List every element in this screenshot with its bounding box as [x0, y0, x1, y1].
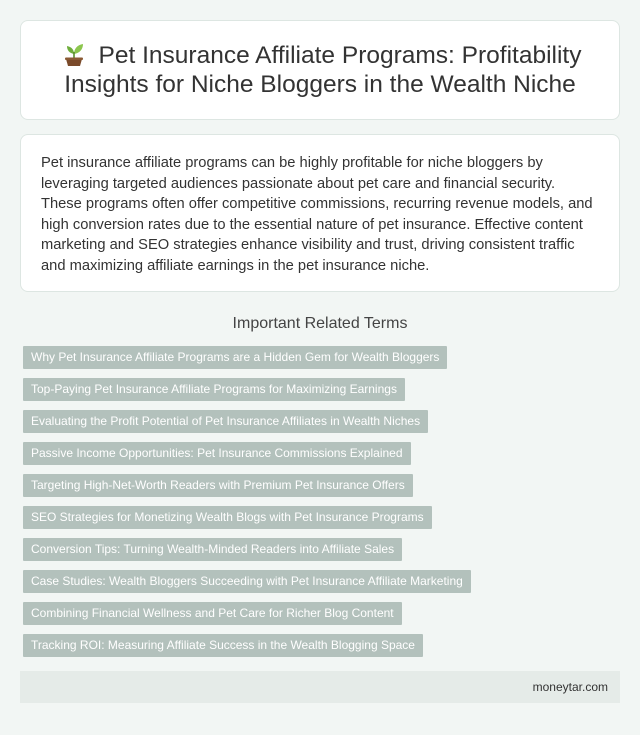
related-term-link[interactable]: Tracking ROI: Measuring Affiliate Success in the Wealth Blogging Space: [23, 634, 423, 657]
related-term-link[interactable]: Combining Financial Wellness and Pet Care for Richer Blog Content: [23, 602, 402, 625]
related-terms-list: [20, 346, 620, 657]
page-title-text: Pet Insurance Affiliate Programs: Profitability Insights for Niche Bloggers in the Wealth Niche: [64, 42, 582, 98]
related-term-link[interactable]: Evaluating the Profit Potential of Pet Insurance Affiliates in Wealth Niches: [23, 410, 428, 433]
related-term-link[interactable]: Case Studies: Wealth Bloggers Succeeding with Pet Insurance Affiliate Marketing: [23, 570, 471, 593]
footer-site-link[interactable]: moneytar.com: [532, 680, 608, 694]
related-term-link[interactable]: Why Pet Insurance Affiliate Programs are a Hidden Gem for Wealth Bloggers: [23, 346, 447, 369]
summary-card: [20, 134, 620, 292]
summary-text: Pet insurance affiliate programs can be highly profitable for niche bloggers by leveraging targeted audiences passionate about pet care and financial security. These programs often offer competitive commissions, recurring revenue models, and high conversion rates due to the essential nature of pet insurance. Effective content marketing and SEO strategies enhance visibility and trust, driving consistent traffic and maximizing affiliate earnings in the pet insurance niche.: [41, 155, 593, 274]
related-term-link[interactable]: Passive Income Opportunities: Pet Insurance Commissions Explained: [23, 442, 411, 465]
related-term-link[interactable]: Targeting High-Net-Worth Readers with Premium Pet Insurance Offers: [23, 474, 413, 497]
seedling-icon: [59, 42, 89, 66]
related-term-link[interactable]: SEO Strategies for Monetizing Wealth Blogs with Pet Insurance Programs: [23, 506, 432, 529]
page-title: [45, 41, 595, 99]
related-terms-heading: Important Related Terms: [232, 315, 408, 332]
related-term-link[interactable]: Top-Paying Pet Insurance Affiliate Programs for Maximizing Earnings: [23, 378, 405, 401]
title-card: [20, 20, 620, 120]
related-term-link[interactable]: Conversion Tips: Turning Wealth-Minded Readers into Affiliate Sales: [23, 538, 402, 561]
footer: [20, 671, 620, 703]
